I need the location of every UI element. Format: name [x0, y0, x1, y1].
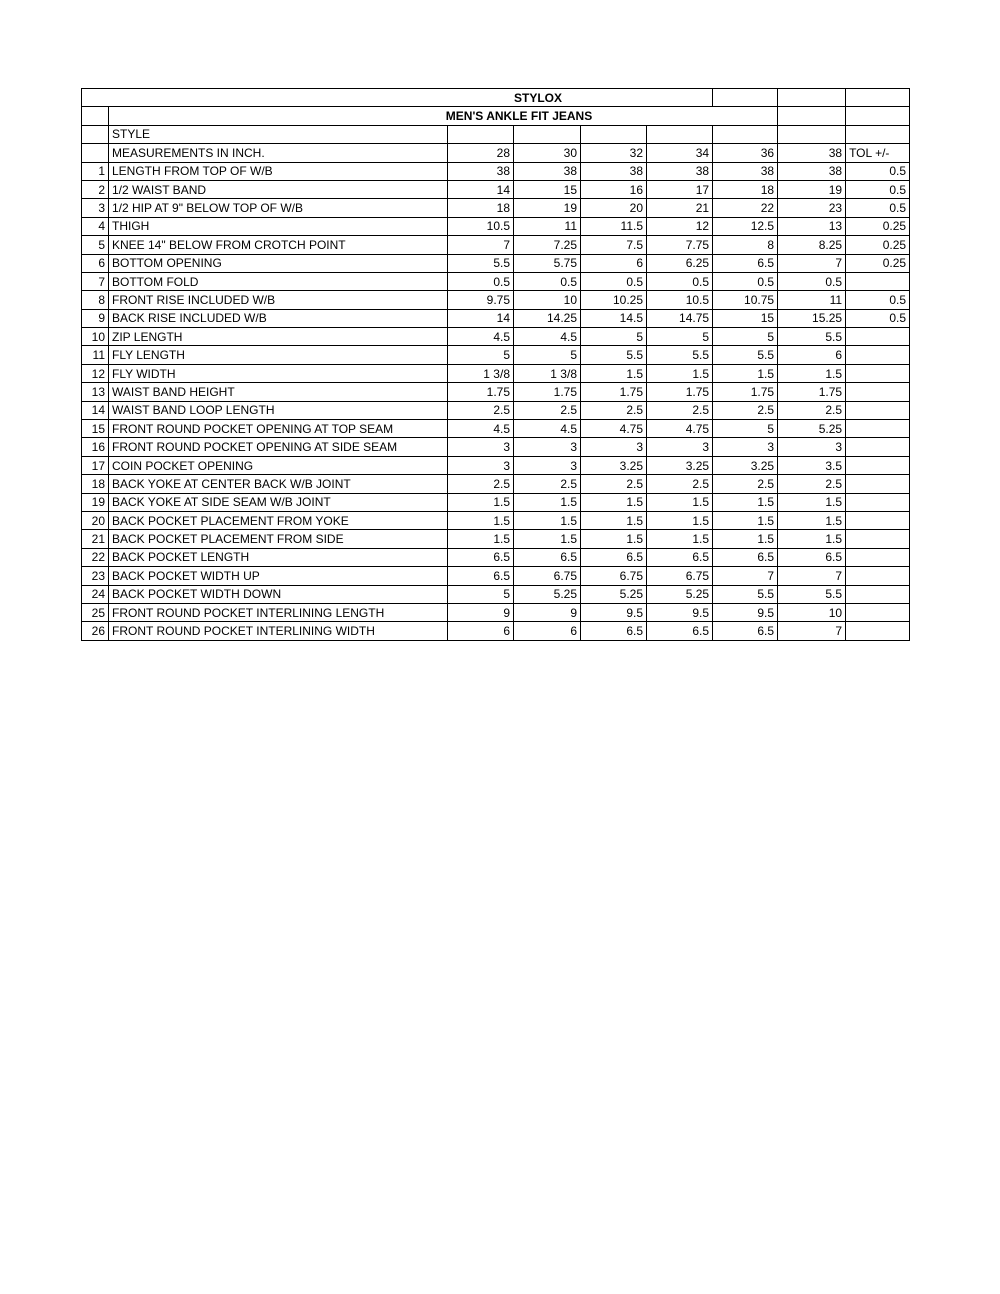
- measurement-row: [82, 548, 910, 566]
- value-cell: 2.5: [778, 475, 846, 493]
- value-cell: 4.5: [514, 420, 581, 438]
- measurement-label-cell: FRONT ROUND POCKET OPENING AT TOP SEAM: [109, 420, 448, 438]
- value-cell: 1.5: [581, 493, 647, 511]
- value-cell: 2.5: [647, 401, 713, 419]
- value-cell: 9.5: [713, 603, 778, 621]
- size-header-cell: 28: [448, 144, 514, 162]
- value-cell: 17: [647, 180, 713, 198]
- value-cell: 1.5: [514, 493, 581, 511]
- value-cell: 19: [778, 180, 846, 198]
- value-cell: 1.5: [713, 511, 778, 529]
- measurement-label-cell: BACK POCKET LENGTH: [109, 548, 448, 566]
- empty-cell: [448, 125, 514, 143]
- measurement-row: [82, 236, 910, 254]
- measurement-label-cell: BOTTOM OPENING: [109, 254, 448, 272]
- value-cell: 1.5: [581, 511, 647, 529]
- value-cell: 1.5: [713, 364, 778, 382]
- empty-cell: [82, 107, 109, 125]
- value-cell: 10: [514, 291, 581, 309]
- tolerance-cell: [846, 603, 910, 621]
- value-cell: 4.75: [647, 420, 713, 438]
- measurement-row: [82, 346, 910, 364]
- value-cell: 2.5: [581, 401, 647, 419]
- measurement-row: [82, 401, 910, 419]
- empty-cell: [82, 144, 109, 162]
- value-cell: 5.5: [713, 585, 778, 603]
- measurement-row: [82, 475, 910, 493]
- value-cell: 13: [778, 217, 846, 235]
- tolerance-cell: 0.5: [846, 309, 910, 327]
- value-cell: 5: [448, 585, 514, 603]
- value-cell: 5.25: [581, 585, 647, 603]
- value-cell: 7: [448, 236, 514, 254]
- row-number-cell: 3: [82, 199, 109, 217]
- value-cell: 6.5: [647, 548, 713, 566]
- row-number-cell: 11: [82, 346, 109, 364]
- tolerance-cell: 0.5: [846, 162, 910, 180]
- measurement-row: [82, 567, 910, 585]
- empty-cell: [846, 125, 910, 143]
- tolerance-cell: 0.25: [846, 254, 910, 272]
- value-cell: 6.5: [448, 548, 514, 566]
- value-cell: 0.5: [581, 272, 647, 290]
- value-cell: 2.5: [713, 475, 778, 493]
- measurement-label-cell: FRONT RISE INCLUDED W/B: [109, 291, 448, 309]
- value-cell: 5.75: [514, 254, 581, 272]
- value-cell: 38: [448, 162, 514, 180]
- measurement-label-cell: FRONT ROUND POCKET INTERLINING LENGTH: [109, 603, 448, 621]
- value-cell: 5.25: [514, 585, 581, 603]
- value-cell: 3.25: [713, 456, 778, 474]
- value-cell: 6.5: [713, 254, 778, 272]
- row-number-cell: 15: [82, 420, 109, 438]
- value-cell: 16: [581, 180, 647, 198]
- measurement-row: [82, 328, 910, 346]
- value-cell: 0.5: [514, 272, 581, 290]
- row-number-cell: 21: [82, 530, 109, 548]
- tolerance-cell: [846, 475, 910, 493]
- row-number-cell: 1: [82, 162, 109, 180]
- tolerance-cell: [846, 548, 910, 566]
- value-cell: 1.5: [647, 511, 713, 529]
- measurements-header-cell: MEASUREMENTS IN INCH.: [109, 144, 448, 162]
- style-row: [82, 125, 910, 143]
- tolerance-cell: [846, 511, 910, 529]
- value-cell: 14: [448, 309, 514, 327]
- value-cell: 14.25: [514, 309, 581, 327]
- value-cell: 6: [778, 346, 846, 364]
- measurement-row: [82, 622, 910, 640]
- value-cell: 4.75: [581, 420, 647, 438]
- tolerance-cell: 0.5: [846, 291, 910, 309]
- value-cell: 7.25: [514, 236, 581, 254]
- row-number-cell: 2: [82, 180, 109, 198]
- row-number-cell: 5: [82, 236, 109, 254]
- tolerance-cell: [846, 328, 910, 346]
- value-cell: 0.5: [647, 272, 713, 290]
- value-cell: 9.5: [647, 603, 713, 621]
- value-cell: 1.5: [514, 511, 581, 529]
- measurement-label-cell: BACK POCKET WIDTH DOWN: [109, 585, 448, 603]
- value-cell: 1.5: [647, 530, 713, 548]
- measurement-row: [82, 309, 910, 327]
- value-cell: 5.5: [713, 346, 778, 364]
- measurement-label-cell: ZIP LENGTH: [109, 328, 448, 346]
- size-header-cell: 38: [778, 144, 846, 162]
- value-cell: 7: [778, 622, 846, 640]
- value-cell: 8.25: [778, 236, 846, 254]
- row-number-cell: 9: [82, 309, 109, 327]
- row-number-cell: 13: [82, 383, 109, 401]
- value-cell: 38: [514, 162, 581, 180]
- row-number-cell: 7: [82, 272, 109, 290]
- measurement-label-cell: BACK YOKE AT CENTER BACK W/B JOINT: [109, 475, 448, 493]
- value-cell: 3: [778, 438, 846, 456]
- value-cell: 5: [448, 346, 514, 364]
- value-cell: 2.5: [514, 401, 581, 419]
- measurement-label-cell: THIGH: [109, 217, 448, 235]
- row-number-cell: 6: [82, 254, 109, 272]
- value-cell: 10.5: [448, 217, 514, 235]
- measurement-label-cell: WAIST BAND LOOP LENGTH: [109, 401, 448, 419]
- value-cell: 14: [448, 180, 514, 198]
- tolerance-cell: [846, 272, 910, 290]
- tolerance-header-cell: TOL +/-: [846, 144, 910, 162]
- tolerance-cell: [846, 346, 910, 364]
- value-cell: 6.75: [581, 567, 647, 585]
- value-cell: 11.5: [581, 217, 647, 235]
- measurement-label-cell: BOTTOM FOLD: [109, 272, 448, 290]
- value-cell: 38: [647, 162, 713, 180]
- value-cell: 5.25: [647, 585, 713, 603]
- value-cell: 1.5: [581, 530, 647, 548]
- value-cell: 15: [514, 180, 581, 198]
- tolerance-cell: [846, 456, 910, 474]
- tolerance-cell: [846, 493, 910, 511]
- value-cell: 38: [581, 162, 647, 180]
- row-number-cell: 4: [82, 217, 109, 235]
- tolerance-cell: [846, 585, 910, 603]
- value-cell: 4.5: [514, 328, 581, 346]
- row-number-cell: 23: [82, 567, 109, 585]
- brand-title-cell: [82, 89, 713, 107]
- value-cell: 12.5: [713, 217, 778, 235]
- value-cell: 1.75: [778, 383, 846, 401]
- value-cell: 3: [647, 438, 713, 456]
- value-cell: 6.75: [647, 567, 713, 585]
- value-cell: 7.75: [647, 236, 713, 254]
- measurement-row: [82, 180, 910, 198]
- value-cell: 10: [778, 603, 846, 621]
- value-cell: 6: [514, 622, 581, 640]
- value-cell: 0.5: [778, 272, 846, 290]
- measurement-label-cell: BACK POCKET PLACEMENT FROM SIDE: [109, 530, 448, 548]
- product-title: MEN'S ANKLE FIT JEANS: [445, 109, 593, 124]
- row-number-cell: 25: [82, 603, 109, 621]
- brand-title: STYLOX: [513, 90, 563, 105]
- measurement-row: [82, 438, 910, 456]
- tolerance-cell: 0.5: [846, 199, 910, 217]
- tolerance-cell: [846, 530, 910, 548]
- row-number-cell: 12: [82, 364, 109, 382]
- measurement-row: [82, 291, 910, 309]
- value-cell: 11: [514, 217, 581, 235]
- measurement-label-cell: COIN POCKET OPENING: [109, 456, 448, 474]
- value-cell: 5.5: [778, 328, 846, 346]
- spec-sheet-body: [82, 89, 910, 641]
- value-cell: 3: [713, 438, 778, 456]
- row-number-cell: 19: [82, 493, 109, 511]
- value-cell: 19: [514, 199, 581, 217]
- value-cell: 5.5: [448, 254, 514, 272]
- value-cell: 0.5: [713, 272, 778, 290]
- value-cell: 2.5: [778, 401, 846, 419]
- value-cell: 15: [713, 309, 778, 327]
- measurement-row: [82, 217, 910, 235]
- measurement-label-cell: FRONT ROUND POCKET OPENING AT SIDE SEAM: [109, 438, 448, 456]
- value-cell: 2.5: [448, 475, 514, 493]
- measurement-row: [82, 530, 910, 548]
- empty-cell: [778, 107, 846, 125]
- value-cell: 2.5: [713, 401, 778, 419]
- value-cell: 1 3/8: [514, 364, 581, 382]
- value-cell: 38: [713, 162, 778, 180]
- value-cell: 6.5: [581, 622, 647, 640]
- measurement-row: [82, 585, 910, 603]
- value-cell: 6.5: [448, 567, 514, 585]
- value-cell: 7: [778, 567, 846, 585]
- value-cell: 14.75: [647, 309, 713, 327]
- measurement-label-cell: WAIST BAND HEIGHT: [109, 383, 448, 401]
- empty-cell: [514, 125, 581, 143]
- value-cell: 6.5: [778, 548, 846, 566]
- measurement-row: [82, 364, 910, 382]
- value-cell: 6.5: [713, 548, 778, 566]
- row-number-cell: 24: [82, 585, 109, 603]
- value-cell: 20: [581, 199, 647, 217]
- measurement-label-cell: LENGTH FROM TOP OF W/B: [109, 162, 448, 180]
- measurement-label-cell: BACK POCKET PLACEMENT FROM YOKE: [109, 511, 448, 529]
- tolerance-cell: [846, 438, 910, 456]
- value-cell: 7: [713, 567, 778, 585]
- row-number-cell: 26: [82, 622, 109, 640]
- value-cell: 1.5: [778, 493, 846, 511]
- value-cell: 5.25: [778, 420, 846, 438]
- value-cell: 23: [778, 199, 846, 217]
- measurement-row: [82, 511, 910, 529]
- value-cell: 3: [581, 438, 647, 456]
- tolerance-cell: [846, 622, 910, 640]
- size-header-cell: 36: [713, 144, 778, 162]
- value-cell: 38: [778, 162, 846, 180]
- empty-cell: [778, 89, 846, 107]
- value-cell: 2.5: [647, 475, 713, 493]
- style-label-cell: STYLE: [109, 125, 448, 143]
- product-title-row: [82, 107, 910, 125]
- value-cell: 6: [448, 622, 514, 640]
- measurement-row: [82, 254, 910, 272]
- measurement-label-cell: BACK POCKET WIDTH UP: [109, 567, 448, 585]
- measurement-label-cell: 1/2 HIP AT 9" BELOW TOP OF W/B: [109, 199, 448, 217]
- value-cell: 2.5: [581, 475, 647, 493]
- empty-cell: [713, 125, 778, 143]
- value-cell: 3: [448, 438, 514, 456]
- value-cell: 5.5: [581, 346, 647, 364]
- brand-title-row: [82, 89, 910, 107]
- value-cell: 18: [713, 180, 778, 198]
- value-cell: 1.5: [514, 530, 581, 548]
- row-number-cell: 22: [82, 548, 109, 566]
- value-cell: 14.5: [581, 309, 647, 327]
- tolerance-cell: 0.25: [846, 236, 910, 254]
- measurement-label-cell: FLY LENGTH: [109, 346, 448, 364]
- value-cell: 3.5: [778, 456, 846, 474]
- value-cell: 5: [514, 346, 581, 364]
- row-number-cell: 17: [82, 456, 109, 474]
- value-cell: 1.5: [778, 511, 846, 529]
- measurement-row: [82, 493, 910, 511]
- tolerance-cell: [846, 364, 910, 382]
- value-cell: 9.75: [448, 291, 514, 309]
- value-cell: 3.25: [581, 456, 647, 474]
- value-cell: 5.5: [647, 346, 713, 364]
- value-cell: 3: [514, 456, 581, 474]
- measurement-label-cell: FRONT ROUND POCKET INTERLINING WIDTH: [109, 622, 448, 640]
- value-cell: 15.25: [778, 309, 846, 327]
- value-cell: 1.5: [647, 364, 713, 382]
- value-cell: 6.75: [514, 567, 581, 585]
- tolerance-cell: 0.25: [846, 217, 910, 235]
- value-cell: 1.5: [713, 493, 778, 511]
- size-header-cell: 30: [514, 144, 581, 162]
- row-number-cell: 8: [82, 291, 109, 309]
- empty-cell: [846, 89, 910, 107]
- value-cell: 7.5: [581, 236, 647, 254]
- value-cell: 3.25: [647, 456, 713, 474]
- measurement-row: [82, 420, 910, 438]
- value-cell: 1.5: [713, 530, 778, 548]
- measurement-row: [82, 162, 910, 180]
- value-cell: 6.5: [514, 548, 581, 566]
- value-cell: 5: [713, 420, 778, 438]
- spec-sheet-table: [81, 88, 910, 641]
- row-number-cell: 16: [82, 438, 109, 456]
- measurement-label-cell: KNEE 14" BELOW FROM CROTCH POINT: [109, 236, 448, 254]
- measurement-row: [82, 199, 910, 217]
- empty-cell: [778, 125, 846, 143]
- product-title-cell: [109, 107, 778, 125]
- value-cell: 3: [514, 438, 581, 456]
- size-header-cell: 34: [647, 144, 713, 162]
- value-cell: 1.75: [514, 383, 581, 401]
- measurement-label-cell: FLY WIDTH: [109, 364, 448, 382]
- value-cell: 6: [581, 254, 647, 272]
- value-cell: 5: [647, 328, 713, 346]
- value-cell: 2.5: [448, 401, 514, 419]
- size-header-cell: 32: [581, 144, 647, 162]
- measurement-label-cell: 1/2 WAIST BAND: [109, 180, 448, 198]
- empty-cell: [647, 125, 713, 143]
- value-cell: 1 3/8: [448, 364, 514, 382]
- measurement-row: [82, 272, 910, 290]
- value-cell: 5.5: [778, 585, 846, 603]
- empty-cell: [82, 125, 109, 143]
- value-cell: 21: [647, 199, 713, 217]
- value-cell: 9.5: [581, 603, 647, 621]
- value-cell: 11: [778, 291, 846, 309]
- tolerance-cell: 0.5: [846, 180, 910, 198]
- tolerance-cell: [846, 567, 910, 585]
- row-number-cell: 14: [82, 401, 109, 419]
- value-cell: 0.5: [448, 272, 514, 290]
- value-cell: 12: [647, 217, 713, 235]
- value-cell: 9: [448, 603, 514, 621]
- tolerance-cell: [846, 420, 910, 438]
- value-cell: 1.5: [778, 364, 846, 382]
- tolerance-cell: [846, 401, 910, 419]
- value-cell: 7: [778, 254, 846, 272]
- value-cell: 4.5: [448, 420, 514, 438]
- tolerance-cell: [846, 383, 910, 401]
- value-cell: 18: [448, 199, 514, 217]
- value-cell: 1.75: [713, 383, 778, 401]
- value-cell: 1.75: [647, 383, 713, 401]
- value-cell: 2.5: [514, 475, 581, 493]
- measurement-label-cell: BACK RISE INCLUDED W/B: [109, 309, 448, 327]
- measurement-row: [82, 383, 910, 401]
- empty-cell: [846, 107, 910, 125]
- measurement-label-cell: BACK YOKE AT SIDE SEAM W/B JOINT: [109, 493, 448, 511]
- value-cell: 10.75: [713, 291, 778, 309]
- value-cell: 1.5: [448, 530, 514, 548]
- value-cell: 1.5: [647, 493, 713, 511]
- value-cell: 1.75: [581, 383, 647, 401]
- value-cell: 9: [514, 603, 581, 621]
- empty-cell: [581, 125, 647, 143]
- value-cell: 6.5: [647, 622, 713, 640]
- value-cell: 10.5: [647, 291, 713, 309]
- empty-cell: [713, 89, 778, 107]
- value-cell: 4.5: [448, 328, 514, 346]
- value-cell: 1.5: [448, 511, 514, 529]
- measurement-row: [82, 456, 910, 474]
- value-cell: 10.25: [581, 291, 647, 309]
- value-cell: 1.5: [581, 364, 647, 382]
- measurement-row: [82, 603, 910, 621]
- value-cell: 6.5: [581, 548, 647, 566]
- value-cell: 22: [713, 199, 778, 217]
- value-cell: 1.5: [448, 493, 514, 511]
- size-header-row: [82, 144, 910, 162]
- row-number-cell: 20: [82, 511, 109, 529]
- value-cell: 6.25: [647, 254, 713, 272]
- value-cell: 8: [713, 236, 778, 254]
- value-cell: 1.75: [448, 383, 514, 401]
- value-cell: 5: [581, 328, 647, 346]
- value-cell: 3: [448, 456, 514, 474]
- row-number-cell: 10: [82, 328, 109, 346]
- value-cell: 5: [713, 328, 778, 346]
- value-cell: 6.5: [713, 622, 778, 640]
- row-number-cell: 18: [82, 475, 109, 493]
- value-cell: 1.5: [778, 530, 846, 548]
